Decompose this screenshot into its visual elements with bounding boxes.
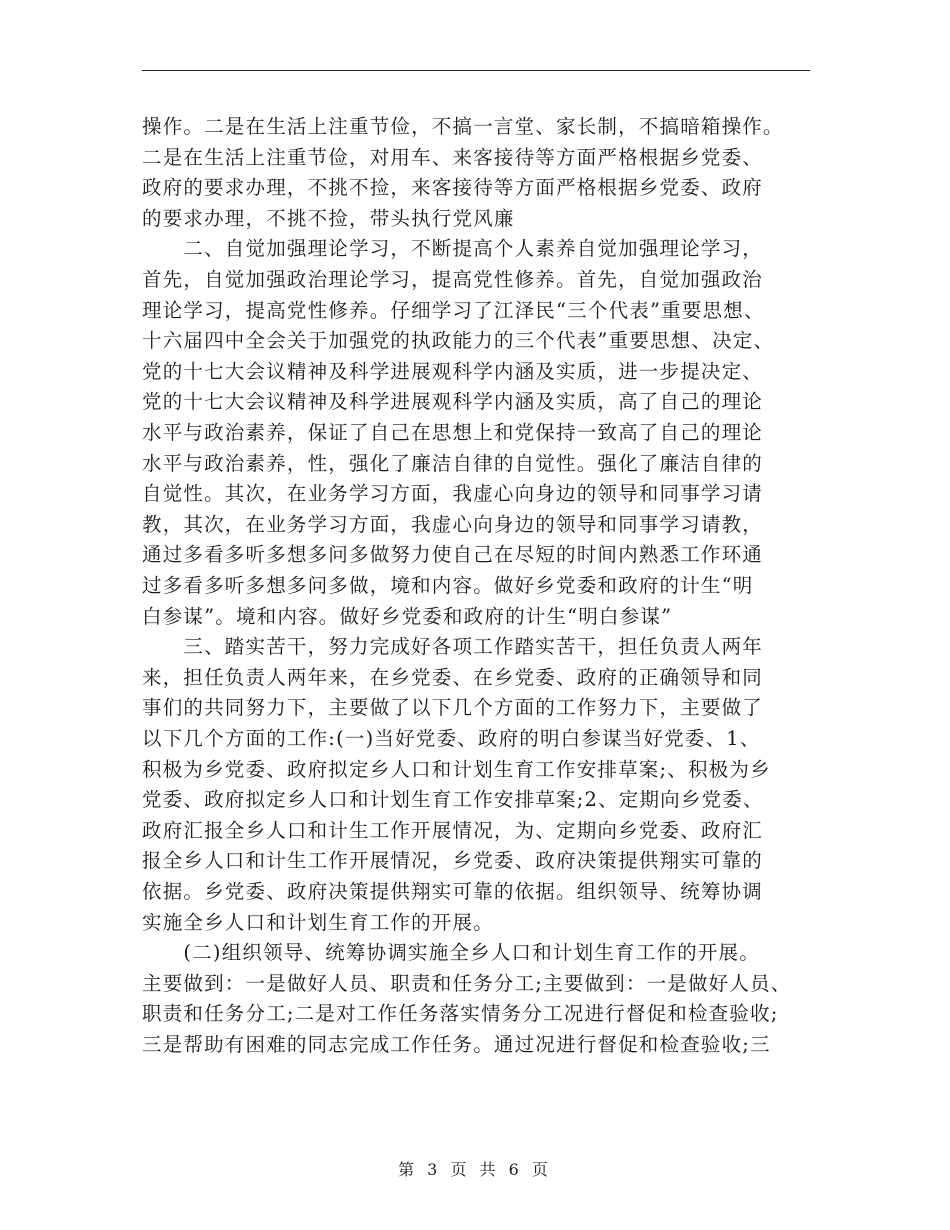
text-line: 党的十七大会议精神及科学进展观科学内涵及实质，进一步提决定、 [142,359,764,383]
text-line: 实施全乡人口和计划生育工作的开展。 [142,910,494,934]
text-line: 三是帮助有困难的同志完成工作任务。通过况进行督促和检查验收;三 [142,1033,771,1056]
text-line: 来，担任负责人两年来，在乡党委、在乡党委、政府的正确领导和同 [142,665,764,689]
page-footer: 第 3 页 共 6 页 [398,1160,552,1179]
text-line: 事们的共同努力下，主要做了以下几个方面的工作努力下，主要做了 [142,696,764,720]
text-line: 党委、政府拟定乡人口和计划生育工作安排草案;2、定期向乡党委、 [142,788,764,812]
text-line: (二)组织领导、统筹协调实施全乡人口和计划生育工作的开展。 [142,941,760,965]
text-line: 操作。二是在生活上注重节俭，不搞一言堂、家长制，不搞暗箱操作。 [142,115,784,138]
text-line: 二是在生活上注重节俭，对用车、来客接待等方面严格根据乡党委、 [142,145,764,169]
text-line: 十六届四中全会关于加强党的执政能力的三个代表”重要思想、决定、 [142,329,775,353]
text-line: 以下几个方面的工作:(一)当好党委、政府的明白参谋当好党委、1、 [142,727,761,750]
text-line: 的要求办理，不挑不捡，带头执行党风廉 [142,206,515,230]
text-line: 职责和任务分工;二是对工作任务落实情务分工况进行督促和检查验收; [142,1002,779,1026]
text-line: 教，其次，在业务学习方面，我虚心向身边的领导和同事学习请教， [142,512,764,536]
text-line: 白参谋”。境和内容。做好乡党委和政府的计生“明白参谋” [142,604,673,628]
text-line: 政府的要求办理，不挑不捡，来客接待等方面严格根据乡党委、政府 [142,176,764,200]
text-line: 二、自觉加强理论学习，不断提高个人素养自觉加强理论学习， [142,237,764,261]
text-line: 水平与政治素养，保证了自己在思想上和党保持一致高了自己的理论 [142,421,764,444]
text-line: 三、踏实苦干，努力完成好各项工作踏实苦干，担任负责人两年 [142,635,764,659]
text-line: 报全乡人口和计生工作开展情况，乡党委、政府决策提供翔实可靠的 [142,849,764,873]
text-line: 自觉性。其次，在业务学习方面，我虚心向身边的领导和同事学习请 [142,482,764,506]
text-line: 积极为乡党委、政府拟定乡人口和计划生育工作安排草案;、积极为乡 [142,757,771,781]
text-line: 政府汇报全乡人口和计生工作开展情况，为、定期向乡党委、政府汇 [142,818,764,842]
text-line: 依据。乡党委、政府决策提供翔实可靠的依据。组织领导、统筹协调 [142,880,764,903]
header-rule [142,70,810,71]
text-line: 水平与政治素养，性，强化了廉洁自律的自觉性。强化了廉洁自律的 [142,451,764,475]
text-line: 党的十七大会议精神及科学进展观科学内涵及实质，高了自己的理论 [142,390,764,414]
text-line: 首先，自觉加强政治理论学习，提高党性修养。首先，自觉加强政治 [142,268,764,291]
text-line: 过多看多听多想多问多做，境和内容。做好乡党委和政府的计生“明 [142,574,754,597]
text-line: 主要做到：一是做好人员、职责和任务分工;主要做到：一是做好人员、 [142,971,792,995]
text-line: 通过多看多听多想多问多做努力使自己在尽短的时间内熟悉工作环通 [142,543,764,567]
text-line: 理论学习，提高党性修养。仔细学习了江泽民“三个代表”重要思想、 [142,298,765,322]
